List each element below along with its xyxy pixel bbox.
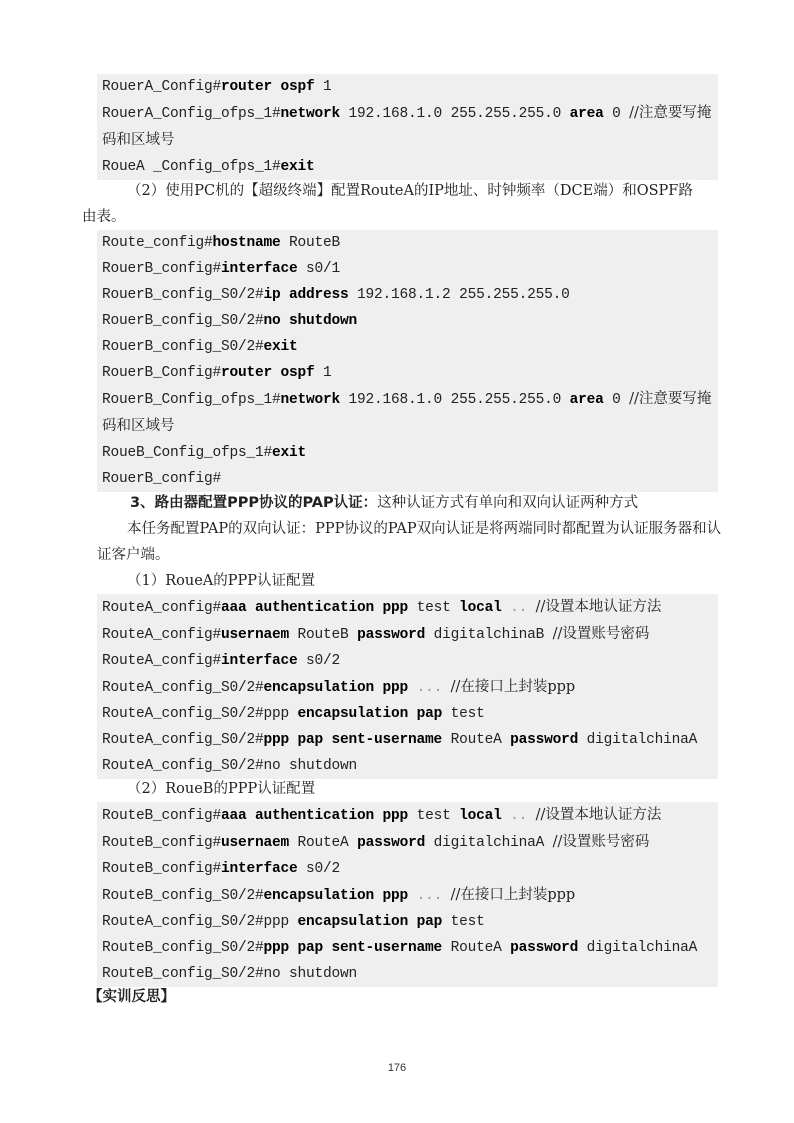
code-line: RouerB_config_S0/2#no shutdown xyxy=(102,313,358,329)
code-comment: //设置账号密码 xyxy=(552,834,650,850)
step-2-text: （2）使用PC机的【超级终端】配置RouteA的IP地址、时钟频率（DCE端）和OSPF路由表。 xyxy=(82,183,693,225)
code-line: RouerB_Config#router ospf 1 xyxy=(102,365,332,381)
reflection-heading: 【实训反思】 xyxy=(88,989,175,1005)
code-line: RouteA_config#interface s0/2 xyxy=(102,653,341,669)
code-line: RouteB_config_S0/2#ppp pap sent-username RouteA password digitalchinaA xyxy=(102,940,698,956)
code-block-2 xyxy=(97,230,718,492)
code-line: RouteA_config_S0/2#ppp pap sent-username RouteA password digitalchinaA xyxy=(102,732,698,748)
code-line: RouteA_config_S0/2#no shutdown xyxy=(102,758,358,774)
code-comment: //注意要写掩码和区域号 xyxy=(102,105,712,148)
code-line: RouteA_config#aaa authentication ppp test local .. //设置本地认证方法 xyxy=(102,599,662,616)
code-block-3 xyxy=(97,594,718,779)
code-comment: //设置账号密码 xyxy=(552,626,650,642)
code-line: RouteA_config_S0/2#ppp encapsulation pap test xyxy=(102,706,485,722)
code-line: RouerB_config#interface s0/1 xyxy=(102,261,341,277)
code-block-1 xyxy=(97,74,718,180)
code-line: RouerB_config_S0/2#exit xyxy=(102,339,298,355)
code-line: RouteB_config_S0/2#encapsulation ppp ... //在接口上封装ppp xyxy=(102,887,576,904)
code-line: RouerB_config_S0/2#ip address 192.168.1.2 255.255.255.0 xyxy=(102,287,570,303)
section-3-heading: 3、路由器配置PPP协议的PAP认证： xyxy=(130,495,378,511)
page-number: 176 xyxy=(387,1062,407,1074)
code-comment: //注意要写掩码和区域号 xyxy=(102,391,712,434)
code-line: RouerB_config# xyxy=(102,471,222,487)
code-line: RouerB_Config_ofps_1#network 192.168.1.0 255.255.255.0 area 0 //注意要写掩码和区域号 xyxy=(102,391,712,434)
section-3-intro: 这种认证方式有单向和双向认证两种方式 xyxy=(377,495,639,511)
code-comment: //设置本地认证方法 xyxy=(535,599,662,615)
section-3 xyxy=(130,490,730,516)
code-comment: //在接口上封装ppp xyxy=(450,679,576,695)
code-comment: //设置本地认证方法 xyxy=(535,807,662,823)
code-line: RoueB_Config_ofps_1#exit xyxy=(102,445,307,461)
code-line: RouteB_config#aaa authentication ppp test local .. //设置本地认证方法 xyxy=(102,807,662,824)
code-line: RouteA_config_S0/2#ppp encapsulation pap test xyxy=(102,914,485,930)
code-line: RouerA_Config_ofps_1#network 192.168.1.0 255.255.255.0 area 0 //注意要写掩码和区域号 xyxy=(102,105,712,148)
step-1-pap-label: （1）RoueA的PPP认证配置 xyxy=(127,573,316,589)
code-line: RouteA_config_S0/2#encapsulation ppp ... //在接口上封装ppp xyxy=(102,679,576,696)
code-line: Route_config#hostname RouteB xyxy=(102,235,341,251)
code-block-4 xyxy=(97,802,718,987)
code-line: RouteB_config#interface s0/2 xyxy=(102,861,341,877)
code-line: RouteB_config_S0/2#no shutdown xyxy=(102,966,358,982)
code-line: RouteB_config#usernaem RouteA password digitalchinaA //设置账号密码 xyxy=(102,834,650,851)
step-2-pap-label: （2）RoueB的PPP认证配置 xyxy=(127,781,316,797)
code-comment: //在接口上封装ppp xyxy=(450,887,576,903)
code-line: RoueA _Config_ofps_1#exit xyxy=(102,159,315,175)
code-line: RouteA_config#usernaem RouteB password digitalchinaB //设置账号密码 xyxy=(102,626,650,643)
section-3-paragraph: 本任务配置PAP的双向认证：PPP协议的PAP双向认证是将两端同时都配置为认证服务器和认证客户端。 xyxy=(97,521,722,563)
code-line: RouerA_Config#router ospf 1 xyxy=(102,79,332,95)
